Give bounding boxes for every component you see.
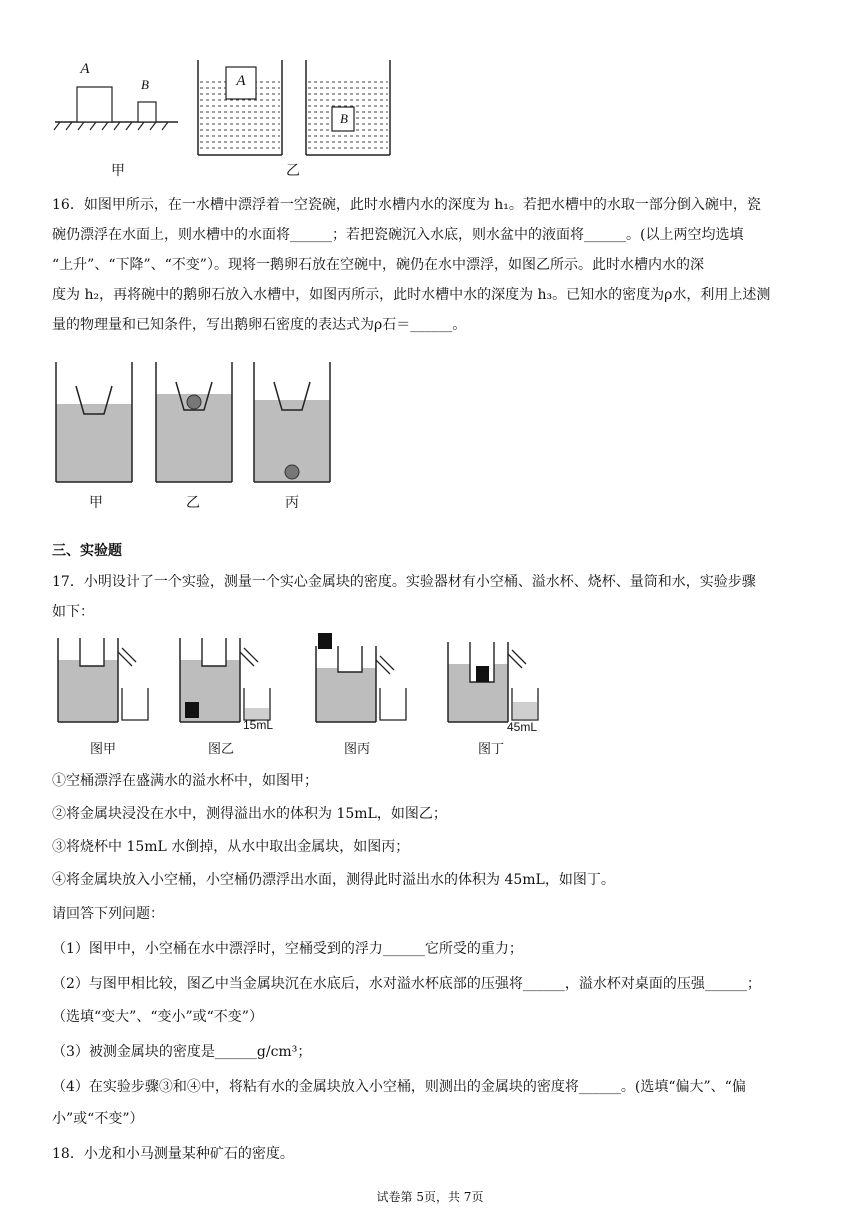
figure-q16 (52, 360, 342, 485)
caption-jia: 甲 (111, 163, 125, 179)
q16-caption-jia: 甲 (89, 495, 103, 511)
q17-step-1: ①空桶漂浮在盛满水的溢水杯中，如图甲； (52, 773, 318, 789)
q17-caption-bing: 图丙 (343, 742, 370, 757)
label-a-left: A (80, 61, 90, 77)
page-footer: 试卷第 5页，共 7页 (376, 1190, 484, 1204)
q17-question-4: （4）在实验步骤③和④中，将粘有水的金属块放入小空桶，则测出的金属块的密度将______。(选填“偏大”、“偏 (52, 1079, 746, 1095)
fig-ding (448, 642, 538, 722)
beaker-label-15ml: 15mL (242, 718, 274, 732)
block-b (138, 102, 156, 122)
q17-step-2: ②将金属块浸没在水中，测得溢出水的体积为 15mL，如图乙； (52, 806, 447, 822)
q17-caption-ding: 图丁 (477, 742, 504, 757)
q17-intro-line-2: 如下： (52, 604, 94, 620)
fig-yi (180, 638, 270, 722)
label-a-right: A (236, 73, 246, 89)
q16-line-5: 量的物理量和已知条件，写出鹅卵石密度的表达式为ρ石＝______。 (52, 317, 467, 333)
q17-question-1: （1）图甲中，小空桶在水中漂浮时，空桶受到的浮力______它所受的重力； (52, 941, 523, 957)
fig-jia (58, 638, 148, 722)
question-17-intro (52, 567, 812, 627)
q16-caption-yi: 乙 (186, 495, 200, 511)
q17-step-4: ④将金属块放入小空桶，小空桶仍漂浮出水面，测得此时溢出水的体积为 45mL，如图丁。 (52, 872, 615, 888)
question-18: 18．小龙和小马测量某种矿石的密度。 (52, 1146, 294, 1162)
q17-question-3: （3）被测金属块的密度是______g/cm³； (52, 1044, 312, 1060)
q17-caption-yi: 图乙 (207, 742, 234, 757)
q16-line-1: 16．如图甲所示，在一水槽中漂浮着一空瓷碗，此时水槽内水的深度为 h₁。若把水槽中的水取一部分倒入碗中，瓷 (52, 197, 761, 213)
caption-yi: 乙 (286, 163, 300, 179)
q17-caption-jia: 图甲 (89, 742, 116, 757)
q17-question-2-options: （选填“变大”、“变小”或“不变”） (52, 1009, 263, 1025)
question-16 (52, 190, 812, 340)
q17-step-3: ③将烧杯中 15mL 水倒掉，从水中取出金属块，如图丙； (52, 839, 410, 855)
beaker-label-45ml: 45mL (506, 720, 538, 734)
q17-prompt: 请回答下列问题： (52, 906, 164, 922)
q16-caption-bing: 丙 (285, 495, 299, 511)
label-b-left: B (141, 77, 149, 92)
label-b-right: B (340, 111, 348, 126)
q17-question-2: （2）与图甲相比较，图乙中当金属块沉在水底后，水对溢水杯底部的压强将______，溢水杯对桌面的压强______； (52, 976, 761, 992)
q17-question-4-cont: 小”或“不变”） (52, 1111, 144, 1127)
q16-line-2: 碗仍漂浮在水面上，则水槽中的水面将______；若把瓷碗沉入水底，则水盆中的液面将______。(以上两空均选填 (52, 227, 744, 243)
q17-intro-line-1: 17．小明设计了一个实验，测量一个实心金属块的密度。实验器材有小空桶、溢水杯、烧杯、量筒和水，实验步骤 (52, 574, 756, 590)
fig-bing (316, 633, 406, 722)
section-title: 三、实验题 (52, 543, 122, 559)
figure-q17 (52, 630, 562, 735)
q16-line-3: “上升”、“下降”、“不变”）。现将一鹅卵石放在空碗中，碗仍在水中漂浮，如图乙所示。此时水槽内水的深 (52, 257, 704, 273)
q16-line-4: 度为 h₂，再将碗中的鹅卵石放入水槽中，如图丙所示，此时水槽中水的深度为 h₃。已知水的密度为ρ水，利用上述测 (52, 287, 771, 303)
